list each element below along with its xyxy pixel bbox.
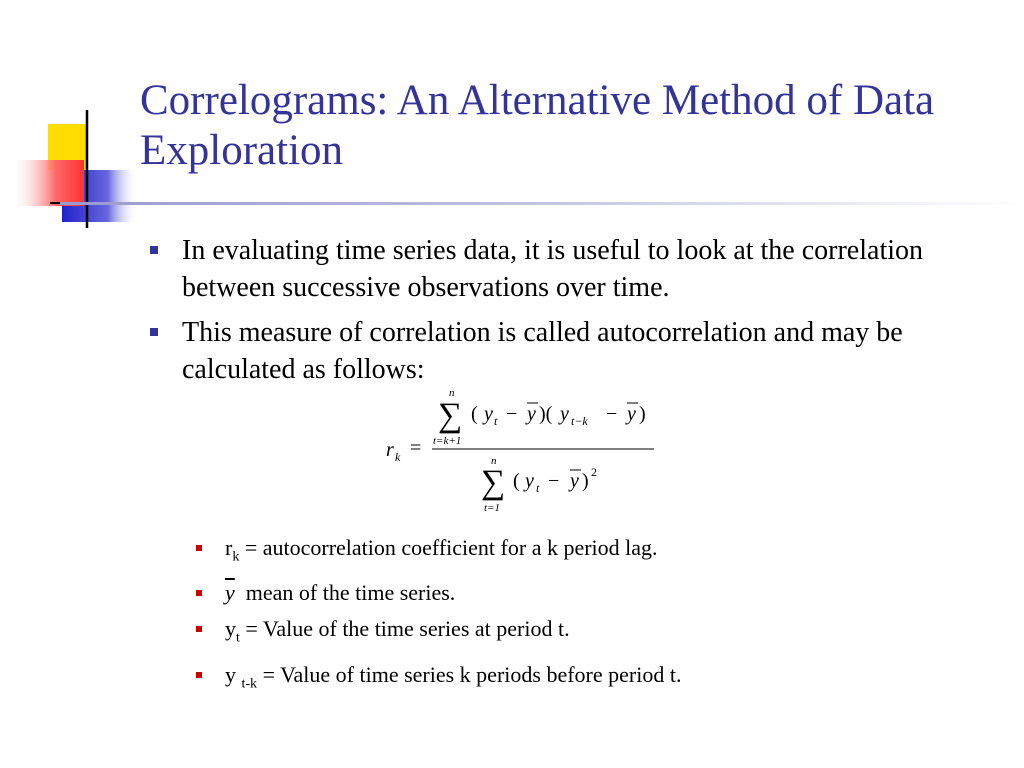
den-minus: − [548,470,560,492]
slide-title: Correlograms: An Alternative Method of Data Exploration [140,77,935,174]
num-sub-tk: t−k [571,414,588,428]
formula-lhs-var: r [386,439,394,461]
bullet-item [150,232,980,306]
den-y: y [525,470,534,492]
den-sub-t: t [536,481,540,495]
formula-equals: = [410,437,422,459]
def-ybar-var: $\overline{y}$ [225,580,235,606]
red-block [14,160,84,206]
def-ytk-sub: t-k [241,676,258,692]
formula-lhs-sub: k [395,450,401,464]
den-ybar: y [570,470,579,492]
definition-item-ytk [193,657,993,702]
num-mid: )( [539,403,553,425]
num-y2: y [560,403,569,425]
den-upper: n [491,455,497,467]
def-rk-text: = autocorrelation coefficient for a k period lag. [239,535,658,560]
autocorrelation-formula [380,386,670,516]
den-close: ) [582,470,589,492]
num-sub-t: t [494,414,498,428]
def-rk-sub: k [232,549,240,565]
def-yt-text: = Value of the time series at period t. [239,616,570,642]
num-upper: n [449,387,455,399]
den-exponent: 2 [591,465,597,479]
def-ybar-text: mean of the time series. [234,580,456,606]
bullet-text: This measure of correlation is called autocorrelation and may be calculated as follows: [182,317,903,385]
def-yt-var: y [225,616,236,642]
def-yt-sub: t [236,630,240,646]
definition-item-rk [193,530,993,575]
definition-item-ybar [193,575,993,611]
bullet-text: In evaluating time series data, it is useful to look at the correlation between successive observations over time. [182,235,924,303]
bullet-marker [150,246,158,254]
den-lower: t=1 [484,502,500,514]
num-minus2: − [606,403,618,425]
num-minus1: − [506,403,518,425]
def-rk-var: r [225,535,233,560]
den-sum: ∑ [481,464,506,501]
num-ybar2: y [627,403,636,425]
title-rule [60,202,1024,205]
sub-bullet-marker [196,672,202,678]
num-y1: y [484,403,493,425]
bullet-list [150,232,980,396]
num-ybar1: y [527,403,536,425]
def-ytk-text: = Value of time series k periods before period t. [257,661,682,687]
num-lower: t=k+1 [433,435,462,447]
num-sum: ∑ [438,397,463,434]
definition-list [193,530,993,702]
sub-bullet-marker [196,545,202,551]
num-open: ( [471,403,478,425]
sub-bullet-marker [196,626,202,632]
bullet-marker [150,328,158,336]
sub-bullet-marker [196,590,202,596]
def-ytk-var: y [225,661,242,687]
num-close: ) [639,403,646,425]
den-open: ( [513,470,520,492]
bullet-item [150,314,980,388]
definition-item-yt [193,611,993,656]
